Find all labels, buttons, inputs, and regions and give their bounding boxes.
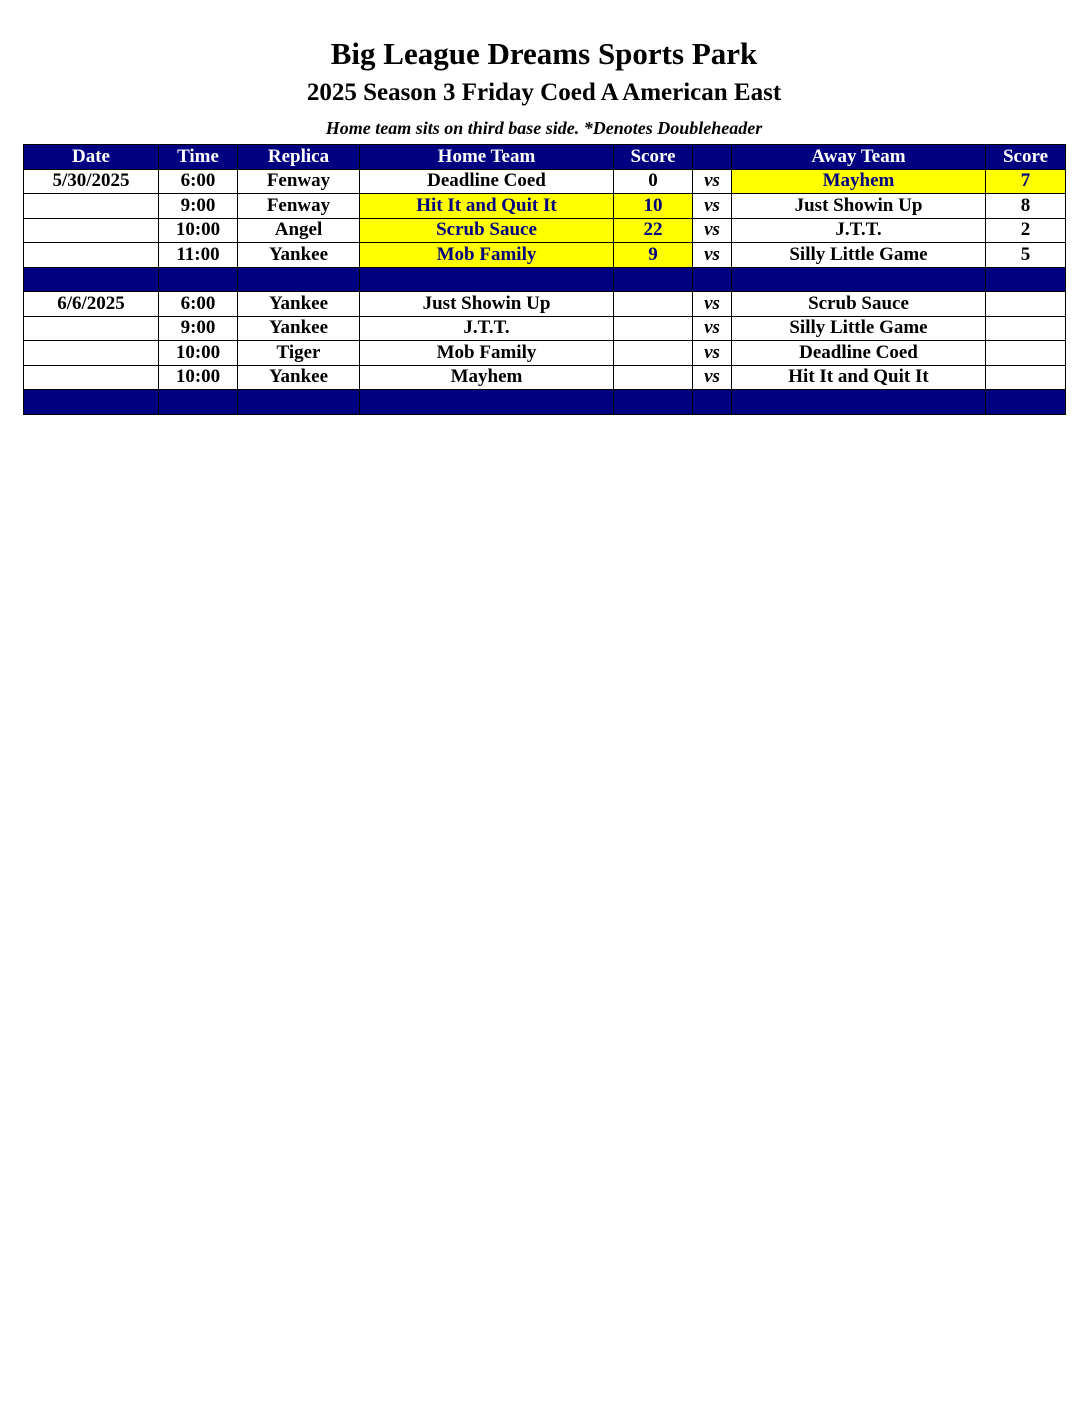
cell-home-score — [614, 341, 693, 366]
cell-date — [24, 316, 159, 341]
cell-replica: Yankee — [238, 365, 360, 390]
cell-date — [24, 341, 159, 366]
cell-home-score-winner: 10 — [614, 194, 693, 219]
cell-away-score: 8 — [986, 194, 1066, 219]
cell-home-team: Mayhem — [360, 365, 614, 390]
cell-date — [24, 194, 159, 219]
cell-home-team-winner: Scrub Sauce — [360, 218, 614, 243]
cell-home-score-winner: 22 — [614, 218, 693, 243]
col-header-home-score: Score — [614, 145, 693, 170]
cell-vs: vs — [693, 218, 732, 243]
cell-away-score: 5 — [986, 243, 1066, 268]
cell-home-score: 0 — [614, 169, 693, 194]
cell-replica: Yankee — [238, 292, 360, 317]
cell-vs: vs — [693, 243, 732, 268]
cell-away-score — [986, 341, 1066, 366]
cell-away-team: Silly Little Game — [732, 243, 986, 268]
col-header-away-team: Away Team — [732, 145, 986, 170]
cell-home-team: J.T.T. — [360, 316, 614, 341]
doubleheader-note: Home team sits on third base side. *Denotes Doubleheader — [325, 118, 763, 138]
table-row — [24, 341, 1066, 366]
cell-date: 6/6/2025 — [24, 292, 159, 317]
page-subtitle: 2025 Season 3 Friday Coed A American East — [306, 79, 782, 106]
cell-away-score — [986, 365, 1066, 390]
cell-replica: Fenway — [238, 169, 360, 194]
cell-replica: Yankee — [238, 243, 360, 268]
cell-replica: Angel — [238, 218, 360, 243]
header-row — [24, 145, 1066, 170]
cell-home-team: Deadline Coed — [360, 169, 614, 194]
cell-away-team: Just Showin Up — [732, 194, 986, 219]
cell-time: 6:00 — [159, 292, 238, 317]
cell-home-score — [614, 292, 693, 317]
cell-away-team: Hit It and Quit It — [732, 365, 986, 390]
table-row — [24, 292, 1066, 317]
separator-row — [24, 267, 1066, 292]
cell-date — [24, 365, 159, 390]
cell-time: 11:00 — [159, 243, 238, 268]
cell-vs: vs — [693, 316, 732, 341]
cell-vs: vs — [693, 292, 732, 317]
cell-time: 10:00 — [159, 218, 238, 243]
col-header-away-score: Score — [986, 145, 1066, 170]
separator-row — [24, 390, 1066, 415]
table-row — [24, 316, 1066, 341]
col-header-vs — [693, 145, 732, 170]
col-header-date: Date — [24, 145, 159, 170]
col-header-replica: Replica — [238, 145, 360, 170]
cell-time: 9:00 — [159, 194, 238, 219]
cell-away-team: J.T.T. — [732, 218, 986, 243]
cell-away-score — [986, 292, 1066, 317]
schedule-table — [23, 144, 1066, 415]
cell-home-score-winner: 9 — [614, 243, 693, 268]
cell-date — [24, 218, 159, 243]
cell-home-team: Mob Family — [360, 341, 614, 366]
cell-time: 10:00 — [159, 341, 238, 366]
cell-vs: vs — [693, 169, 732, 194]
cell-time: 9:00 — [159, 316, 238, 341]
cell-replica: Tiger — [238, 341, 360, 366]
table-row — [24, 243, 1066, 268]
cell-vs: vs — [693, 341, 732, 366]
cell-away-team: Deadline Coed — [732, 341, 986, 366]
cell-home-score — [614, 316, 693, 341]
table-row — [24, 365, 1066, 390]
cell-away-team: Silly Little Game — [732, 316, 986, 341]
cell-replica: Yankee — [238, 316, 360, 341]
cell-away-score-winner: 7 — [986, 169, 1066, 194]
page-title: Big League Dreams Sports Park — [330, 36, 758, 71]
cell-home-team-winner: Mob Family — [360, 243, 614, 268]
cell-vs: vs — [693, 194, 732, 219]
col-header-time: Time — [159, 145, 238, 170]
cell-date — [24, 243, 159, 268]
cell-vs: vs — [693, 365, 732, 390]
cell-replica: Fenway — [238, 194, 360, 219]
cell-away-score — [986, 316, 1066, 341]
table-row — [24, 194, 1066, 219]
cell-away-team: Scrub Sauce — [732, 292, 986, 317]
cell-time: 10:00 — [159, 365, 238, 390]
cell-date: 5/30/2025 — [24, 169, 159, 194]
col-header-home-team: Home Team — [360, 145, 614, 170]
cell-home-score — [614, 365, 693, 390]
cell-away-score: 2 — [986, 218, 1066, 243]
cell-home-team: Just Showin Up — [360, 292, 614, 317]
table-row — [24, 218, 1066, 243]
table-row — [24, 169, 1066, 194]
cell-away-team-winner: Mayhem — [732, 169, 986, 194]
cell-home-team-winner: Hit It and Quit It — [360, 194, 614, 219]
cell-time: 6:00 — [159, 169, 238, 194]
